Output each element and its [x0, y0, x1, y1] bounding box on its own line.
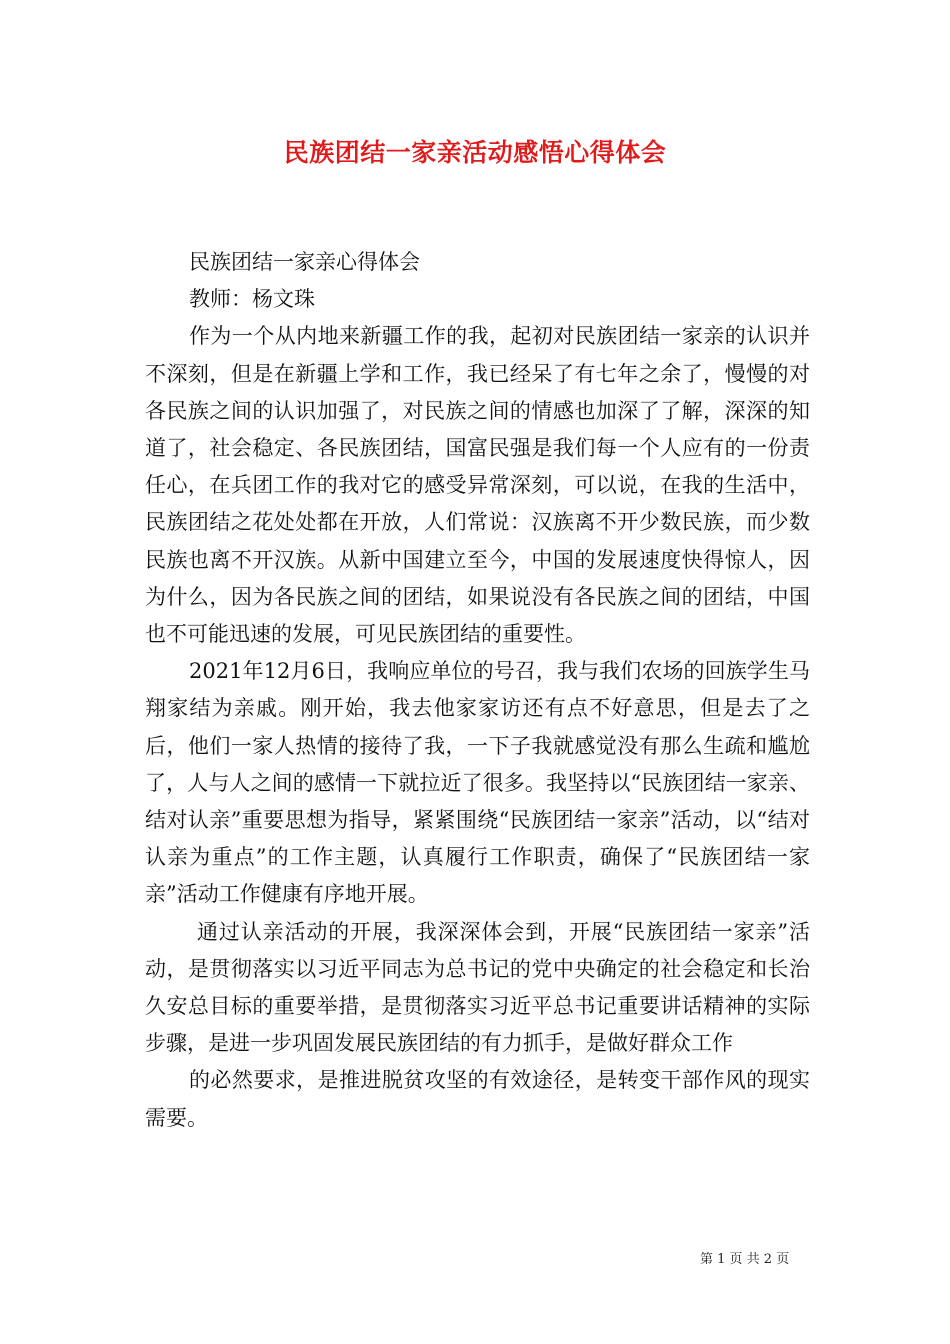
page-number: 第 1 页 共 2 页 [700, 1252, 790, 1267]
document-title: 民族团结一家亲活动感悟心得体会 [283, 138, 667, 167]
document-subtitle: 民族团结一家亲心得体会 [189, 250, 420, 274]
paragraph-4: 的必然要求，是推进脱贫攻坚的有效途径，是转变干部作风的现实需要。 [145, 1068, 810, 1130]
paragraph-1: 作为一个从内地来新疆工作的我，起初对民族团结一家亲的认识并不深刻，但是在新疆上学和工作，我已经呆了有七年之余了，慢慢的对各民族之间的认识加强了，对民族之间的情感也加深了了解，深深的知道了，社会稳定、各民族团结，国富民强是我们每一个人应有的一份责任心，在兵团工作的我对它的感受异常深刻，可以说，在我的生活中，民族团结之花处处都在开放，人们常说：汉族离不开少数民族，而少数民族也离不开汉族。从新中国建立至今，中国的发展速度快得惊人，因为什么，因为各民族之间的团结，如果说没有各民族之间的团结，中国也不可能迅速的发展，可见民族团结的重要性。 [145, 324, 810, 647]
author-line: 教师：杨文珠 [189, 287, 315, 312]
document-body [145, 244, 810, 1137]
paragraph-2: 2021年12月6日，我响应单位的号召，我与我们农场的回族学生马翔家结为亲戚。刚开始，我去他家家访还有点不好意思，但是去了之后，他们一家人热情的接待了我，一下子我就感觉没有那么生疏和尴尬了，人与人之间的感情一下就拉近了很多。我坚持以“民族团结一家亲、结对认亲”重要思想为指导，紧紧围绕“民族团结一家亲”活动，以“结对认亲为重点”的工作主题，认真履行工作职责，确保了“民族团结一家亲”活动工作健康有序地开展。 [145, 659, 810, 907]
paragraph-3: 通过认亲活动的开展，我深深体会到，开展“民族团结一家亲”活动，是贯彻落实以习近平同志为总书记的党中央确定的社会稳定和长治久安总目标的重要举措，是贯彻落实习近平总书记重要讲话精神的实际步骤，是进一步巩固发展民族团结的有力抓手，是做好群众工作 [145, 919, 810, 1056]
